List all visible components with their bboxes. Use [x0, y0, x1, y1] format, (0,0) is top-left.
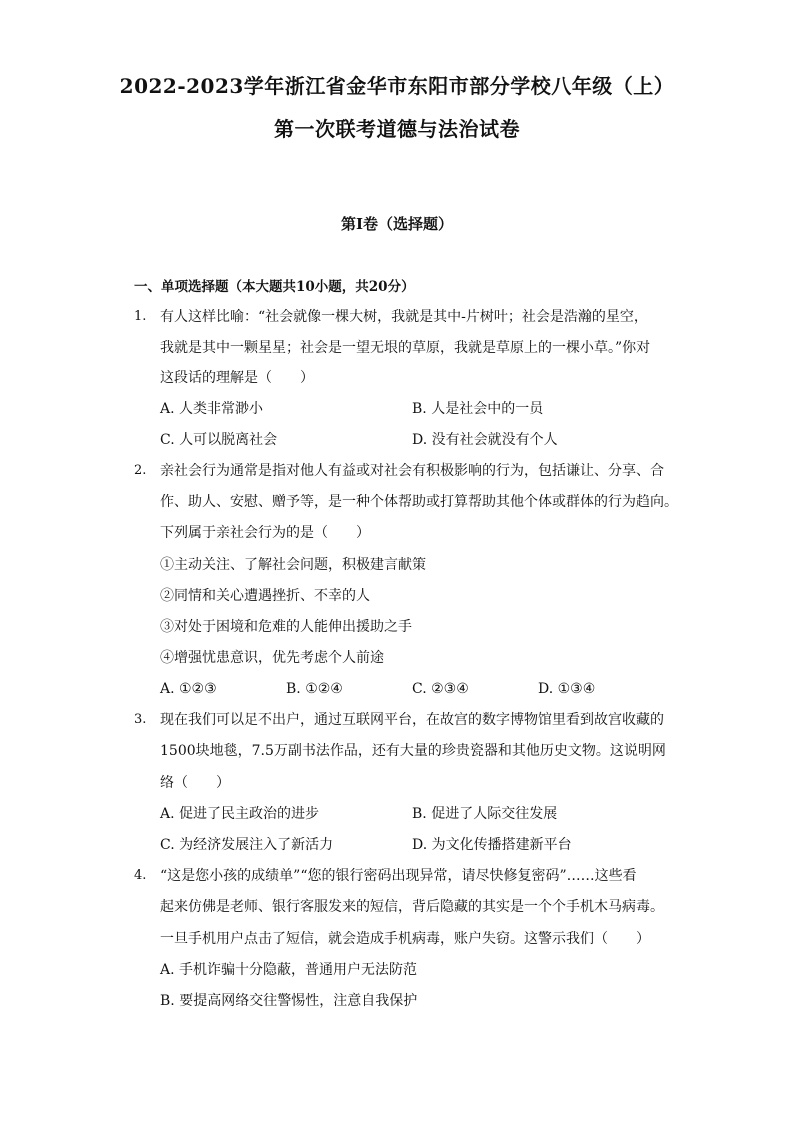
question-stem-line: 有人这样比喻：“社会就像一棵大树，我就是其中-片树叶；社会是浩瀚的星空， [160, 309, 648, 325]
question-stem-line: 现在我们可以足不出户，通过互联网平台，在故宫的数字博物馆里看到故宫收藏的 [160, 712, 664, 728]
option-b: B. 人是社会中的一员 [412, 401, 544, 417]
question-stem-line: 1500块地毯，7.5万副书法作品，还有大量的珍贵瓷器和其他历史文物。这说明网 [160, 743, 666, 759]
exam-title-line2: 第一次联考道德与法治试卷 [274, 117, 520, 141]
option-c: C. ②③④ [412, 681, 469, 697]
question-number: 2. [134, 463, 147, 478]
question-stem-line: “这是您小孩的成绩单”“您的银行密码出现异常，请尽快修复密码”……这些看 [160, 868, 637, 884]
option-a: A. 人类非常渺小 [160, 401, 264, 417]
section-title: 一、单项选择题（本大题共10小题，共20分） [134, 279, 415, 295]
question-stem-line: 这段话的理解是（ ） [160, 370, 314, 386]
question-stem-line: 络（ ） [160, 775, 230, 791]
question-stem-line: 亲社会行为通常是指对他人有益或对社会有积极影响的行为，包括谦让、分享、合 [160, 463, 664, 479]
question-stem-line: ③对处于困境和危难的人能伸出援助之手 [160, 619, 412, 635]
question-stem-line: 作、助人、安慰、赠予等，是一种个体帮助或打算帮助其他个体或群体的行为趋向。 [160, 494, 678, 510]
question-stem-line: ①主动关注、了解社会问题，积极建言献策 [160, 557, 426, 573]
question-stem-line: 起来仿佛是老师、银行客服发来的短信，背后隐藏的其实是一个个手机木马病毒。 [160, 899, 664, 915]
question-stem-line: 一旦手机用户点击了短信，就会造成手机病毒，账户失窃。这警示我们（ ） [160, 931, 650, 947]
option-c: C. 为经济发展注入了新活力 [160, 837, 334, 853]
option-b: B. 促进了人际交往发展 [412, 806, 558, 822]
question-number: 3. [134, 712, 147, 727]
option-d: D. 为文化传播搭建新平台 [412, 837, 572, 853]
option-a: A. 手机诈骗十分隐蔽，普通用户无法防范 [160, 962, 418, 978]
option-d: D. ①③④ [538, 681, 596, 697]
exam-title-line1: 2022-2023学年浙江省金华市东阳市部分学校八年级（上） [119, 74, 675, 98]
question-stem-line: 我就是其中一颗星星；社会是一望无垠的草原，我就是草原上的一棵小草。”你对 [160, 340, 651, 356]
option-a: A. ①②③ [160, 681, 217, 697]
option-b: B. ①②④ [286, 681, 343, 697]
option-d: D. 没有社会就没有个人 [412, 432, 558, 448]
option-b: B. 要提高网络交往警惕性，注意自我保护 [160, 993, 418, 1009]
question-number: 4. [134, 868, 147, 883]
question-stem-line: ④增强忧患意识，优先考虑个人前途 [160, 650, 384, 666]
option-a: A. 促进了民主政治的进步 [160, 806, 320, 822]
question-stem-line: ②同情和关心遭遇挫折、不幸的人 [160, 588, 370, 604]
option-c: C. 人可以脱离社会 [160, 432, 278, 448]
part-title: 第I卷（选择题） [340, 215, 454, 233]
question-stem-line: 下列属于亲社会行为的是（ ） [160, 525, 370, 541]
question-number: 1. [134, 309, 147, 324]
